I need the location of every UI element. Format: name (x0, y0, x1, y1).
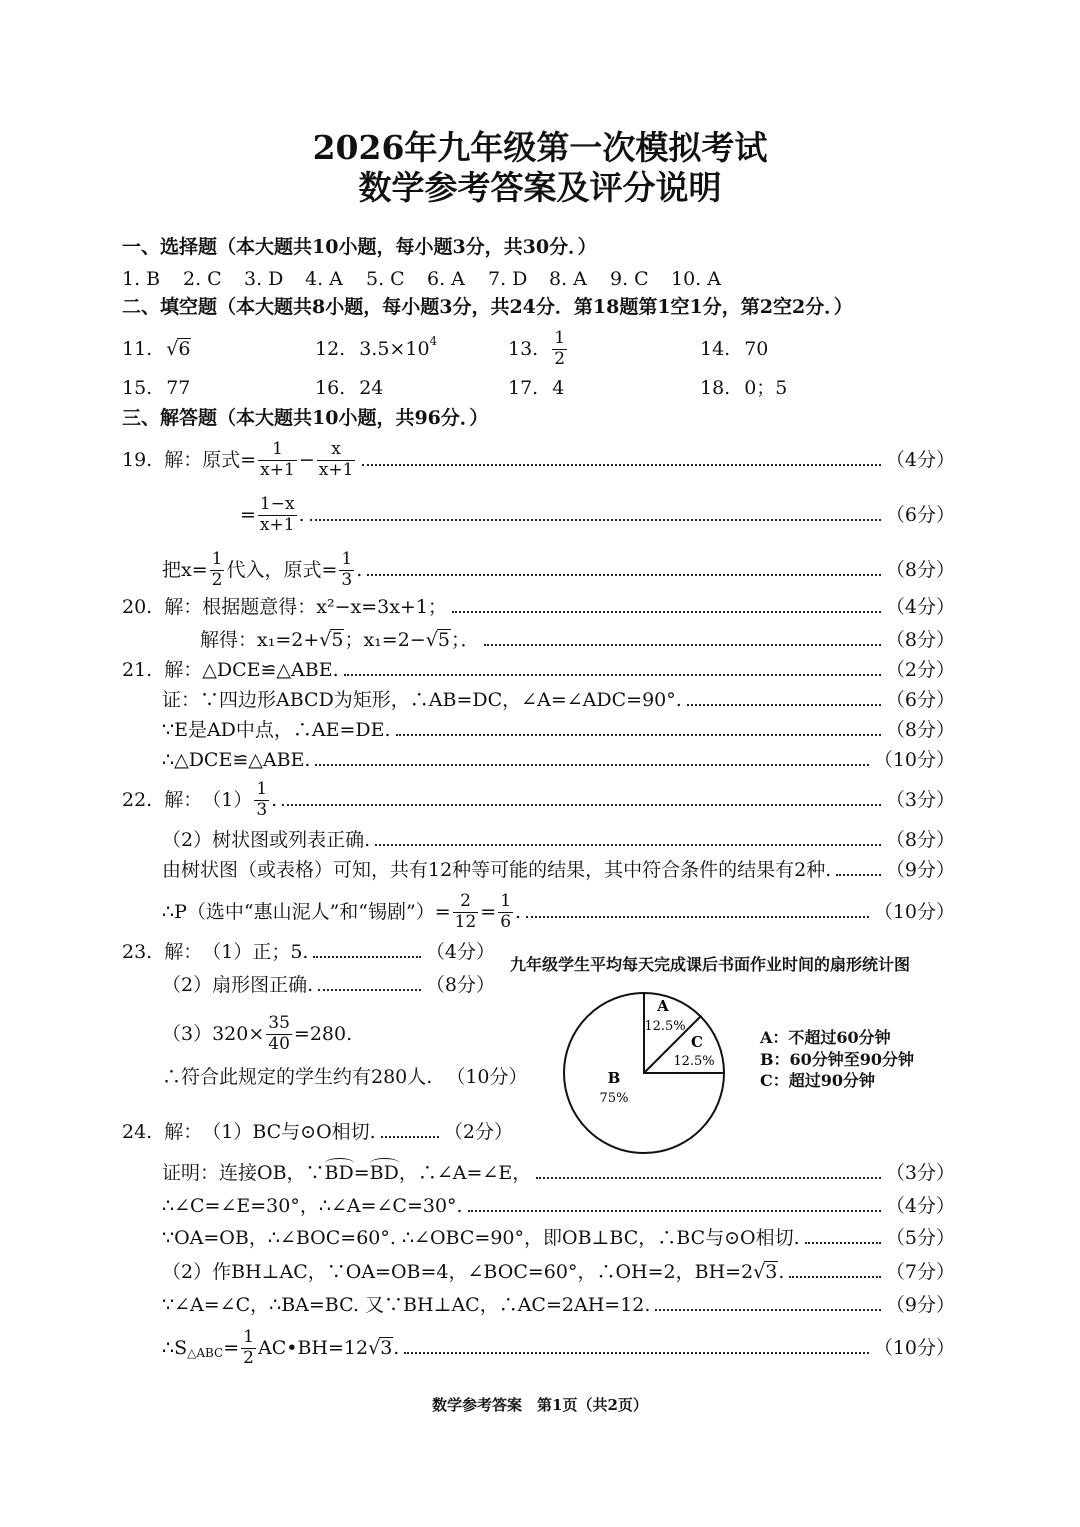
title-line1: 2026年九年级第一次模拟考试 (312, 128, 768, 167)
q24-number: 24. (122, 1120, 153, 1143)
slice-percent-a: 12.5% (644, 1019, 686, 1034)
text: （1）正；5. (202, 940, 309, 963)
q20-line2 (200, 625, 955, 655)
radicand: 5 (331, 629, 344, 652)
numerator: 1−x (259, 493, 295, 514)
score: （7分） (885, 1260, 955, 1283)
answer-3: 3. D (244, 267, 284, 290)
fraction (254, 778, 269, 820)
numerator: 1 (211, 548, 223, 569)
dot-leader (805, 1242, 881, 1244)
text: △DCE≌△ABE. (202, 658, 339, 681)
fraction (210, 548, 225, 590)
fraction (339, 548, 354, 590)
pie-chart-title: 九年级学生平均每天完成课后书面作业时间的扇形统计图 (510, 955, 911, 974)
dot-leader (318, 989, 421, 991)
score: （9分） (885, 858, 955, 881)
q14-value: 70 (744, 337, 769, 360)
text: （2）作BH⊥AC，∵OA=OB=4，∠BOC=60°，∴OH=2，BH=2 (162, 1260, 754, 1283)
score: （10分） (446, 1065, 528, 1088)
q24-line6 (162, 1290, 955, 1320)
score: （10分） (873, 1336, 955, 1359)
text: ∴S (162, 1336, 188, 1359)
text: ∵∠A=∠C，∴BA=BC. 又∵BH⊥AC，∴AC=2AH=12. (162, 1293, 651, 1316)
dot-leader (362, 464, 881, 466)
fraction (266, 1012, 292, 1054)
score: （3分） (885, 1161, 955, 1184)
score: （8分） (885, 628, 955, 651)
text: ∴△DCE≌△ABE. (162, 748, 311, 771)
fraction (258, 493, 297, 535)
numerator: 35 (268, 1012, 290, 1033)
denominator: 6 (500, 911, 512, 932)
text: ∵OA=OB，∴∠BOC=60°. ∴∠OBC=90°，即OB⊥BC，∴BC与⊙O相切. (162, 1226, 800, 1249)
q22-line4 (162, 889, 955, 935)
score: （3分） (885, 788, 955, 811)
sqrt-sign: √ (753, 1260, 766, 1283)
q22-number: 22. (122, 788, 153, 811)
q15-value: 77 (166, 376, 191, 399)
q24-line1 (122, 1117, 513, 1147)
q12-label: 12. (315, 337, 346, 360)
dot-leader (282, 804, 881, 806)
numerator: 1 (341, 548, 353, 569)
numerator: 1 (256, 778, 268, 799)
q12-base: 3.5×10 (359, 337, 430, 360)
text: =280. (293, 1022, 353, 1045)
score: （8分） (885, 828, 955, 851)
score: （10分） (873, 748, 955, 771)
subscript: △ABC (187, 1346, 224, 1360)
minus-sign: − (298, 448, 315, 471)
q18-label: 18. (700, 376, 731, 399)
fraction (552, 327, 567, 369)
score: （4分） (885, 448, 955, 471)
numerator: 1 (500, 890, 512, 911)
dot-leader (375, 844, 881, 846)
q20-number: 20. (122, 595, 153, 618)
denominator: 40 (268, 1033, 290, 1054)
numerator: 2 (460, 890, 471, 911)
q22-jie: 解： (164, 788, 203, 811)
period: . (298, 503, 305, 526)
q22-line3 (162, 855, 955, 885)
dot-leader (836, 874, 881, 876)
sqrt-sign: √ (319, 628, 332, 651)
q24-line5 (162, 1257, 955, 1287)
radicand: 3 (765, 1261, 778, 1284)
q21-line2 (162, 685, 955, 715)
text: ；x₁=2− (344, 628, 426, 651)
q21-number: 21. (122, 658, 153, 681)
score: （8分） (425, 973, 495, 996)
text: AC•BH=12 (257, 1336, 369, 1359)
denominator: 2 (243, 1347, 254, 1368)
fraction (258, 438, 297, 480)
q23-line4 (162, 1062, 528, 1092)
dot-leader (536, 1177, 881, 1179)
q19-line3 (162, 547, 955, 593)
text: ∵E是AD中点，∴AE=DE. (162, 718, 391, 741)
q23-number: 23. (122, 940, 153, 963)
answer-4: 4. A (305, 267, 343, 290)
q24-line7 (162, 1325, 955, 1371)
slice-label-a: A (657, 997, 669, 1015)
dot-leader (381, 1136, 439, 1138)
slice-label-b: B (607, 1069, 621, 1087)
fraction (498, 890, 513, 932)
text: 代入，原式= (226, 558, 338, 581)
q19-line2 (240, 492, 955, 538)
fraction (241, 1326, 256, 1368)
q16-value: 24 (359, 376, 384, 399)
q20-line1 (122, 592, 955, 622)
score: （5分） (885, 1226, 955, 1249)
legend-item-a: A：不超过60分钟 (760, 1028, 891, 1047)
denominator: 3 (256, 799, 268, 820)
q22-line1 (122, 777, 955, 823)
fill-q16 (315, 373, 383, 403)
text: 由树状图（或表格）可知，共有12种等可能的结果，其中符合条件的结果有2种. (162, 858, 832, 881)
radicand: 6 (178, 338, 191, 361)
q12-exponent: 4 (429, 334, 438, 348)
text: （1） (202, 788, 253, 811)
q18-value: 0；5 (744, 376, 788, 399)
pie-chart (555, 985, 735, 1165)
answer-1: 1. B (122, 267, 161, 290)
dot-leader (313, 956, 420, 958)
answer-8: 8. A (549, 267, 587, 290)
fill-q13 (508, 326, 569, 372)
text: （1）BC与⊙O相切. (202, 1120, 376, 1143)
text: ∴符合此规定的学生约有280人. (162, 1065, 433, 1088)
fill-q14 (700, 326, 768, 372)
choice-answers (122, 264, 732, 294)
dot-leader (315, 764, 868, 766)
denominator: 3 (341, 569, 353, 590)
dot-leader (687, 704, 881, 706)
period: . (515, 900, 522, 923)
score: （9分） (885, 1293, 955, 1316)
text: 解得：x₁=2+ (200, 628, 320, 651)
q20-jie: 解： (164, 595, 203, 618)
text: ；． (450, 628, 480, 651)
dot-leader (452, 611, 881, 613)
q21-line3 (162, 715, 955, 745)
numerator: 1 (554, 327, 566, 348)
score: （4分） (425, 940, 495, 963)
text: ∴P（选中“惠山泥人”和“锡剧”）= (162, 900, 451, 923)
text: （3）320× (162, 1022, 265, 1045)
dot-leader (396, 734, 881, 736)
score: （8分） (885, 558, 955, 581)
text: 证：∵四边形ABCD为矩形，∴AB=DC，∠A=∠ADC=90°. (162, 688, 682, 711)
slice-label-c: C (691, 1033, 703, 1051)
equals: = (223, 1336, 240, 1359)
dot-leader (367, 574, 881, 576)
period: . (778, 1260, 785, 1283)
text: （2）树状图或列表正确. (162, 828, 371, 851)
fill-q12 (315, 326, 437, 372)
dot-leader (526, 916, 869, 918)
fill-q18 (700, 373, 787, 403)
q19-number: 19. (122, 448, 153, 471)
fill-q17 (508, 373, 564, 403)
numerator: 1 (272, 438, 283, 459)
q24-line3 (162, 1191, 955, 1221)
legend-item-b: B：60分钟至90分钟 (760, 1050, 915, 1069)
page-footer: 数学参考答案 第1页（共2页） (432, 1396, 648, 1414)
q22-line2 (162, 825, 955, 855)
q21-line4 (162, 745, 955, 775)
text: 证明：连接OB，∵ (162, 1161, 325, 1184)
text: 根据题意得：x²−x=3x+1； (202, 595, 447, 618)
q17-label: 17. (508, 376, 539, 399)
sqrt-sign: √ (166, 337, 179, 360)
solve-heading: 三、解答题（本大题共10小题，共96分．） (122, 406, 489, 429)
score: （6分） (885, 503, 955, 526)
dot-leader (310, 519, 881, 521)
slice-percent-c: 12.5% (673, 1054, 715, 1069)
equals: = (353, 1161, 370, 1184)
answer-9: 9. C (610, 267, 649, 290)
denominator: x+1 (318, 459, 354, 480)
q23-line3 (162, 1011, 352, 1057)
q19-l1-text: 原式= (202, 448, 257, 471)
denominator: x+1 (259, 514, 295, 535)
title-line2: 数学参考答案及评分说明 (358, 168, 722, 207)
sqrt-sign: √ (368, 1336, 381, 1359)
text: ，∴∠A=∠E， (398, 1161, 532, 1184)
q23-line1 (122, 937, 495, 967)
q17-value: 4 (552, 376, 565, 399)
text: 把x= (162, 558, 208, 581)
score: （6分） (885, 688, 955, 711)
fill-q11 (122, 326, 191, 372)
fraction (453, 890, 479, 932)
fill-heading: 二、填空题（本大题共8小题，每小题3分，共24分．第18题第1空1分，第2空2分．） (122, 295, 853, 318)
q21-line1 (122, 655, 955, 685)
denominator: 2 (554, 348, 566, 369)
score: （8分） (885, 718, 955, 741)
q13-label: 13. (508, 337, 539, 360)
choice-heading: 一、选择题（本大题共10小题，每小题3分，共30分．） (122, 235, 597, 258)
numerator: 1 (243, 1326, 254, 1347)
q24-line2 (162, 1158, 955, 1188)
score: （10分） (873, 900, 955, 923)
dot-leader (404, 1352, 868, 1354)
denominator: 2 (211, 569, 223, 590)
q21-jie: 解： (164, 658, 203, 681)
denominator: 12 (454, 911, 477, 932)
sqrt-sign: √ (425, 628, 438, 651)
numerator: x (331, 438, 341, 459)
q14-label: 14. (700, 337, 731, 360)
q19-line1 (122, 437, 955, 483)
period: . (271, 788, 278, 811)
score: （4分） (885, 1194, 955, 1217)
answer-7: 7. D (488, 267, 528, 290)
arc-bd: BD (324, 1161, 354, 1184)
period: . (393, 1336, 400, 1359)
dot-leader (484, 644, 880, 646)
radicand: 3 (380, 1337, 393, 1360)
dot-leader (468, 1210, 881, 1212)
equals: = (240, 503, 256, 526)
score: （4分） (885, 595, 955, 618)
q11-label: 11. (122, 337, 153, 360)
dot-leader (344, 674, 881, 676)
fraction (317, 438, 356, 480)
answer-5: 5. C (366, 267, 405, 290)
q24-line4 (162, 1223, 955, 1253)
score: （2分） (443, 1120, 513, 1143)
dot-leader (789, 1276, 881, 1278)
radicand: 5 (437, 629, 450, 652)
q23-line2 (162, 970, 495, 1000)
q23-jie: 解： (164, 940, 203, 963)
period: . (356, 558, 363, 581)
q24-jie: 解： (164, 1120, 203, 1143)
equals: = (480, 900, 497, 923)
denominator: x+1 (260, 459, 295, 480)
text: （2）扇形图正确. (162, 973, 314, 996)
legend-item-c: C：超过90分钟 (760, 1071, 876, 1090)
q16-label: 16. (315, 376, 346, 399)
slice-percent-b: 75% (599, 1091, 629, 1106)
q15-label: 15. (122, 376, 153, 399)
answer-10: 10. A (671, 267, 721, 290)
text: ∴∠C=∠E=30°，∴∠A=∠C=30°. (162, 1194, 463, 1217)
arc-bd: BD (369, 1161, 399, 1184)
dot-leader (655, 1309, 881, 1311)
q19-jie: 解： (164, 448, 203, 471)
answer-6: 6. A (427, 267, 465, 290)
score: （2分） (885, 658, 955, 681)
fill-q15 (122, 373, 190, 403)
answer-2: 2. C (183, 267, 222, 290)
